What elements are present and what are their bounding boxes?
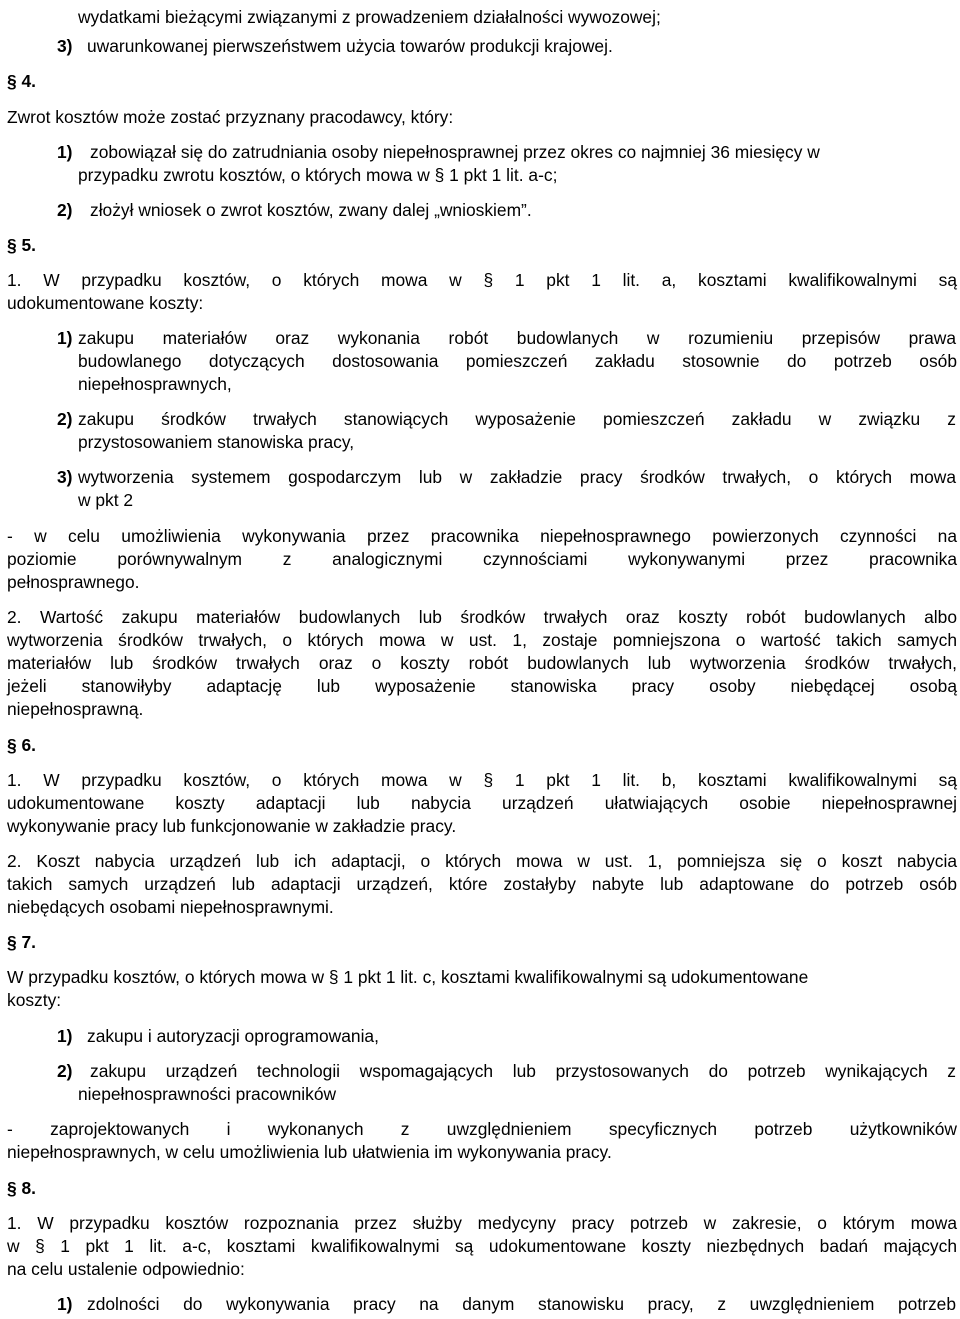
item-number: 1) xyxy=(57,1294,73,1314)
section-5-item-1-cont: niepełnosprawnych, xyxy=(78,374,232,394)
section-8-para-1-line: na celu ustalenie odpowiednio: xyxy=(7,1259,245,1279)
section-5-para-2-line: materiałów lub środków trwałych oraz o koszty robót budowlanych lub wytworzenia środków trwałych, xyxy=(7,653,957,673)
section-4-heading: § 4. xyxy=(7,71,37,91)
section-8-para-1-line: w § 1 pkt 1 lit. a-c, kosztami kwalifikowalnymi są udokumentowane koszty niezbędnych badań mających xyxy=(7,1236,957,1256)
section-7-item-1 xyxy=(57,1025,379,1048)
item-number: 2) xyxy=(57,1061,73,1081)
intro-text-line: wydatkami bieżącymi związanymi z prowadzeniem działalności wywozowej; xyxy=(78,7,661,27)
item-text: zakupu środków trwałych stanowiących wyposażenie pomieszczeń zakładu w związku z xyxy=(78,409,956,429)
section-5-para-2-line: 2. Wartość zakupu materiałów budowlanych lub środków trwałych oraz koszty robót budowlanych albo xyxy=(7,607,957,627)
item-text: uwarunkowanej pierwszeństwem użycia towarów produkcji krajowej. xyxy=(87,36,613,56)
section-6-para-1-line: wykonywanie pracy lub funkcjonowanie w zakładzie pracy. xyxy=(7,816,457,836)
section-5-item-1 xyxy=(57,327,957,350)
section-5-para-1-line: udokumentowane koszty: xyxy=(7,293,204,313)
section-4-lead: Zwrot kosztów może zostać przyznany pracodawcy, który: xyxy=(7,107,454,127)
section-6-para-2-line: niebędących osobami niepełnosprawnymi. xyxy=(7,897,334,917)
section-6-para-1-line: udokumentowane koszty adaptacji lub nabycia urządzeń ułatwiających osobie niepełnosprawnej xyxy=(7,793,957,813)
section-5-heading: § 5. xyxy=(7,235,37,255)
section-4-item-2 xyxy=(57,199,532,222)
section-7-para-line: W przypadku kosztów, o których mowa w § 1 pkt 1 lit. c, kosztami kwalifikowalnymi są udokumentowane xyxy=(7,967,809,987)
section-4-item-1 xyxy=(57,141,820,164)
section-5-para-1-line: 1. W przypadku kosztów, o których mowa w § 1 pkt 1 lit. a, kosztami kwalifikowalnymi są xyxy=(7,270,957,290)
section-7-para-line: koszty: xyxy=(7,990,62,1010)
section-5-tail-line: poziomie porównywalnym z analogicznymi czynnościami wykonywanymi przez pracownika xyxy=(7,549,957,569)
item-text: zdolności do wykonywania pracy na danym stanowisku pracy, z uwzględnieniem potrzeb xyxy=(87,1294,956,1314)
item-number: 2) xyxy=(57,200,73,220)
item-text: złożył wniosek o zwrot kosztów, zwany dalej „wnioskiem”. xyxy=(90,200,532,220)
section-6-para-2-line: takich samych urządzeń lub adaptacji urządzeń, które zostałyby nabyte lub adaptowane do potrzeb osób xyxy=(7,874,957,894)
section-5-item-1-cont: budowlanego dotyczących dostosowania pomieszczeń zakładu stosownie do potrzeb osób xyxy=(78,351,957,371)
item-number: 3) xyxy=(57,467,73,487)
item-text: zakupu materiałów oraz wykonania robót budowlanych w rozumieniu przepisów prawa xyxy=(78,328,956,348)
item-number: 1) xyxy=(57,328,73,348)
section-5-item-2 xyxy=(57,408,957,431)
intro-item-3 xyxy=(57,35,613,58)
section-5-tail-line: pełnosprawnego. xyxy=(7,572,140,592)
section-4-item-1-cont: przypadku zwrotu kosztów, o których mowa w § 1 pkt 1 lit. a-c; xyxy=(78,165,558,185)
item-text: zobowiązał się do zatrudniania osoby niepełnosprawnej przez okres co najmniej 36 miesięcy w xyxy=(90,142,820,162)
item-number: 1) xyxy=(57,142,73,162)
section-8-item-1 xyxy=(57,1293,957,1316)
section-7-tail-line: niepełnosprawnych, w celu umożliwienia lub ułatwienia im wykonywania pracy. xyxy=(7,1142,612,1162)
section-5-para-2-line: jeżeli stanowiłyby adaptację lub wyposażenie stanowiska pracy osoby niebędącej osobą xyxy=(7,676,957,696)
item-text: zakupu urządzeń technologii wspomagających lub przystosowanych do potrzeb wynikających z xyxy=(90,1061,956,1081)
item-number: 3) xyxy=(57,36,73,56)
section-7-item-2-cont: niepełnosprawności pracowników xyxy=(78,1084,337,1104)
section-8-para-1-line: 1. W przypadku kosztów rozpoznania przez służby medycyny pracy potrzeb w zakresie, o którym mowa xyxy=(7,1213,957,1233)
section-7-heading: § 7. xyxy=(7,932,37,952)
section-5-item-3 xyxy=(57,466,957,489)
section-6-para-2-line: 2. Koszt nabycia urządzeń lub ich adaptacji, o których mowa w ust. 1, pomniejsza się o koszt nabycia xyxy=(7,851,957,871)
item-text: wytworzenia systemem gospodarczym lub w zakładzie pracy środków trwałych, o których mowa xyxy=(78,467,956,487)
item-text: zakupu i autoryzacji oprogramowania, xyxy=(87,1026,379,1046)
section-5-tail-line: - w celu umożliwienia wykonywania przez pracownika niepełnosprawnego powierzonych czynności na xyxy=(7,526,957,546)
item-number: 2) xyxy=(57,409,73,429)
item-number: 1) xyxy=(57,1026,73,1046)
section-5-item-2-cont: przystosowaniem stanowiska pracy, xyxy=(78,432,355,452)
section-5-para-2-line: wytworzenia środków trwałych, o których mowa w ust. 1, zostaje pomniejszona o wartość takich samych xyxy=(7,630,957,650)
section-6-para-1-line: 1. W przypadku kosztów, o których mowa w § 1 pkt 1 lit. b, kosztami kwalifikowalnymi są xyxy=(7,770,957,790)
section-5-para-2-line: niepełnosprawną. xyxy=(7,699,144,719)
section-6-heading: § 6. xyxy=(7,735,37,755)
section-8-heading: § 8. xyxy=(7,1178,37,1198)
section-5-item-3-cont: w pkt 2 xyxy=(78,490,134,510)
section-7-item-2 xyxy=(57,1060,957,1083)
section-7-tail-line: - zaprojektowanych i wykonanych z uwzględnieniem specyficznych potrzeb użytkowników xyxy=(7,1119,957,1139)
